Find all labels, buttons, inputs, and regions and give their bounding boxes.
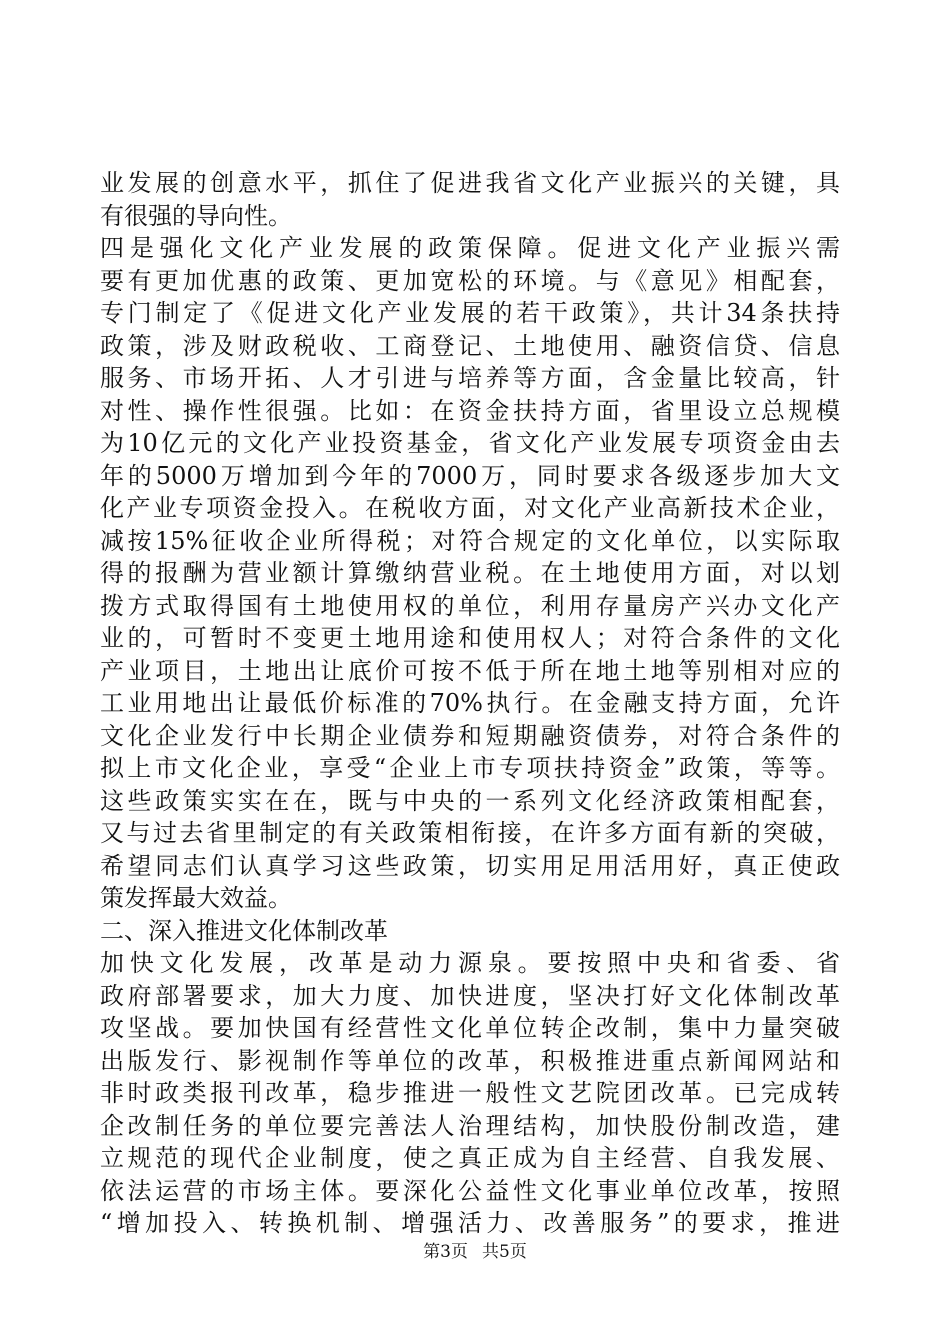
text-line: 得的报酬为营业额计算缴纳营业税。在土地使用方面，对以划: [100, 559, 840, 587]
page-total: 共5页: [482, 1242, 527, 1262]
text-line: 为10亿元的文化产业投资基金，省文化产业发展专项资金由去: [100, 429, 840, 457]
text-line: 企改制任务的单位要完善法人治理结构，加快股份制改造，建: [100, 1111, 840, 1140]
page-number: 第3页: [423, 1242, 468, 1262]
text-line: 减按15%征收企业所得税；对符合规定的文化单位，以实际取: [100, 526, 840, 555]
text-line: 工业用地出让最低价标准的70%执行。在金融支持方面，允许: [100, 689, 840, 717]
document-body: [100, 167, 840, 1240]
text-line: 专门制定了《促进文化产业发展的若干政策》，共计34条扶持: [100, 299, 840, 327]
text-line: 业的，可暂时不变更土地用途和使用权人；对符合条件的文化: [100, 624, 840, 652]
text-line: 出版发行、影视制作等单位的改革，积极推进重点新闻网站和: [100, 1046, 840, 1075]
text-line: 依法运营的市场主体。要深化公益性文化事业单位改革，按照: [100, 1176, 840, 1205]
text-line: 文化企业发行中长期企业债券和短期融资债券，对符合条件的: [100, 721, 840, 750]
text-line: 政策，涉及财政税收、工商登记、土地使用、融资信贷、信息: [100, 331, 840, 360]
text-line: 攻坚战。要加快国有经营性文化单位转企改制，集中力量突破: [100, 1014, 840, 1042]
text-line: 化产业专项资金投入。在税收方面，对文化产业高新技术企业，: [100, 494, 840, 522]
text-line: 策发挥最大效益。: [100, 884, 292, 912]
text-line: 加快文化发展，改革是动力源泉。要按照中央和省委、省: [100, 949, 840, 977]
text-line: 希望同志们认真学习这些政策，切实用足用活用好，真正使政: [100, 851, 840, 880]
text-line: 产业项目，土地出让底价可按不低于所在地土地等别相对应的: [100, 656, 840, 685]
text-line: 业发展的创意水平，抓住了促进我省文化产业振兴的关键，具: [100, 169, 840, 197]
text-line: 要有更加优惠的政策、更加宽松的环境。与《意见》相配套，: [100, 266, 840, 295]
text-line: “增加投入、转换机制、增强活力、改善服务”的要求，推进: [100, 1209, 840, 1237]
text-line: 二、深入推进文化体制改革: [100, 916, 388, 945]
text-line: 有很强的导向性。: [100, 201, 292, 230]
text-line: 拨方式取得国有土地使用权的单位，利用存量房产兴办文化产: [100, 591, 840, 620]
text-line: 又与过去省里制定的有关政策相衔接，在许多方面有新的突破，: [100, 819, 840, 847]
text-line: 服务、市场开拓、人才引进与培养等方面，含金量比较高，针: [100, 364, 840, 392]
text-line: 政府部署要求，加大力度、加快进度，坚决打好文化体制改革: [100, 981, 840, 1010]
text-line: 对性、操作性很强。比如：在资金扶持方面，省里设立总规模: [100, 396, 840, 425]
text-line: 立规范的现代企业制度，使之真正成为自主经营、自我发展、: [100, 1144, 840, 1172]
text-line: 拟上市文化企业，享受“企业上市专项扶持资金”政策，等等。: [100, 754, 840, 782]
text-line: 非时政类报刊改革，稳步推进一般性文艺院团改革。已完成转: [100, 1079, 840, 1107]
text-line: 这些政策实实在在，既与中央的一系列文化经济政策相配套，: [100, 786, 840, 815]
text-line: 四是强化文化产业发展的政策保障。促进文化产业振兴需: [100, 234, 840, 262]
page-footer: [0, 1241, 950, 1263]
text-line: 年的5000万增加到今年的7000万，同时要求各级逐步加大文: [100, 461, 840, 490]
